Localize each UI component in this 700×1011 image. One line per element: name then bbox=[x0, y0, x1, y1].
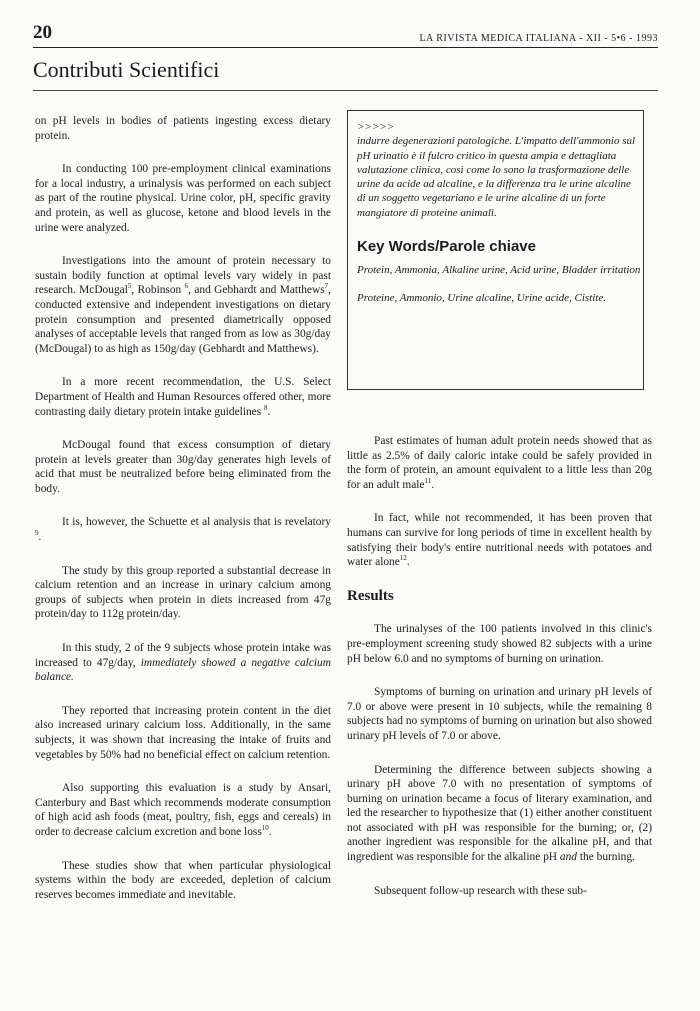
abstract-marker: >>>>> bbox=[357, 121, 395, 133]
keywords-heading: Key Words/Parole chiave bbox=[357, 238, 536, 256]
italic-text: and bbox=[559, 851, 577, 864]
keywords-italian: Proteine, Ammonio, Urine alcaline, Urine acide, Cistite. bbox=[357, 292, 606, 305]
results-heading: Results bbox=[347, 587, 394, 604]
text: , Robinson bbox=[131, 284, 182, 297]
paragraph: McDougal found that excess consumption of dietary protein at levels greater than 30g/day generates high levels of acid that must be neutralized before being eliminated from the body. bbox=[35, 439, 331, 495]
reference-mark: 7 bbox=[324, 282, 329, 291]
italian-abstract-text: indurre degenerazioni patologiche. L'impatto dell'ammonio sul pH urinatio è il fulcro critico in questa ampia e dettagliata valutazione clinica, così come lo sono la trasformazione delle urine da acide ad alcaline, e la differenza tra le urine alcaline di un soggetto vegetariano e le urine alcaline di un forte mangiatore di proteine animali. bbox=[357, 135, 636, 219]
paragraph bbox=[35, 641, 331, 685]
keywords-english: Protein, Ammonia, Alkaline urine, Acid urine, Bladder irritation bbox=[357, 264, 641, 277]
reference-mark: 8 bbox=[264, 403, 268, 412]
reference-mark: 11 bbox=[424, 476, 432, 485]
text: It is, however, the Schuette et al analysis that is revelatory bbox=[62, 516, 331, 529]
text: . bbox=[268, 825, 272, 838]
paragraph bbox=[347, 511, 652, 569]
paragraph: The urinalyses of the 100 patients involved in this clinic's pre-employment screening study showed 82 subjects with a urine pH below 6.0 and no symptoms of burning on urination. bbox=[347, 623, 652, 665]
text: Determining the difference between subjects showing a urinary pH above 7.0 with no presentation of symptoms of burning on urination became a focus of literary examination, and led the researcher to hypothesize that (1) either another constituent not associated with pH was responsible for the burning; or, (2) another ingredient was responsible for the alkaline pH, and that ingredient was responsible for the alkaline pH bbox=[347, 763, 652, 864]
text: In a more recent recommendation, the U.S. Select Department of Health and Human Resources offered other, more contrasting daily dietary protein intake guidelines bbox=[35, 376, 331, 418]
text: In fact, while not recommended, it has been proven that humans can survive for long periods of time in excellent health by satisfying their body's entire nutritional needs with potatoes and water alone bbox=[347, 512, 652, 569]
paragraph: Subsequent follow-up research with these sub- bbox=[374, 884, 587, 897]
text: In this study, 2 of the 9 subjects whose protein intake was increased to 47g/day, bbox=[35, 642, 331, 669]
reference-mark: 12 bbox=[399, 554, 407, 563]
section-rule bbox=[33, 90, 658, 91]
paragraph bbox=[35, 254, 331, 356]
text: . bbox=[406, 556, 410, 569]
text: , and Gebhardt and Matthews bbox=[188, 284, 325, 297]
paragraph: They reported that increasing protein content in the diet also increased urinary calcium loss. Additionally, in the same subjects, it was shown that increasing the intake of fruits and vegetables by 50% had no beneficial effect on calcium retention. bbox=[35, 704, 331, 761]
text: Investigations into the amount of protein necessary to sustain bodily function at optimal levels vary widely in past research. McDougal bbox=[35, 255, 331, 297]
italic-text: immediately showed a negative calcium balance. bbox=[35, 656, 331, 684]
reference-mark: 5 bbox=[127, 282, 132, 291]
paragraph bbox=[35, 781, 331, 839]
journal-running-head: LA RIVISTA MEDICA ITALIANA - XII - 5•6 - 1993 bbox=[419, 33, 658, 44]
paragraph bbox=[347, 763, 652, 865]
text: . bbox=[431, 478, 435, 491]
section-title: Contributi Scientifici bbox=[33, 57, 220, 82]
text: . bbox=[267, 405, 271, 418]
right-column bbox=[347, 434, 652, 917]
reference-mark: 9 bbox=[35, 529, 39, 538]
paragraph: Symptoms of burning on urination and urinary pH levels of 7.0 or above were present in 10 subjects, while the remaining 8 subjects had no symptoms of burning on urination but also showed urinary pH levels of 7.0 or above. bbox=[347, 686, 652, 742]
paragraph: The study by this group reported a substantial decrease in calcium retention and an increase in urinary calcium among groups of subjects when protein in diets increased from 47g protein/day to 112g protein/day. bbox=[35, 564, 331, 621]
paragraph bbox=[347, 434, 652, 492]
paragraph bbox=[35, 515, 331, 544]
text: the burning. bbox=[579, 851, 635, 864]
reference-mark: 10 bbox=[261, 824, 269, 833]
left-column bbox=[35, 114, 331, 921]
page-number: 20 bbox=[33, 22, 52, 43]
text: , conducted extensive and independent investigations on dietary protein consumption and presented diametrically opposed analyses of acceptable levels that ranged from as low as 30g/day (McDougal) to as high as 150g/day (Gebhardt and Matthews). bbox=[35, 284, 331, 355]
header-rule bbox=[33, 47, 658, 48]
reference-mark: 6 bbox=[184, 282, 189, 291]
paragraph: In conducting 100 pre-employment clinical examinations for a local industry, a urinalysis was performed on each subject as part of the routine physical. Urine color, pH, specific gravity and protein, as well as glucose, ketone and blood levels in the urine were analyzed. bbox=[35, 163, 331, 234]
abstract-box bbox=[347, 110, 644, 390]
text: Also supporting this evaluation is a study by Ansari, Canterbury and Bast which recommends moderate consumption of high acid ash foods (meat, poultry, fish, eggs and cereals) in order to decrease calcium excretion and bone loss bbox=[35, 782, 331, 838]
text: . bbox=[38, 531, 42, 544]
text: Past estimates of human adult protein needs showed that as little as 2.5% of daily caloric intake could be safely provided in the form of protein, an amount equivalent to a little less than 20g for an adult male bbox=[347, 435, 652, 491]
paragraph bbox=[35, 375, 331, 419]
paragraph: These studies show that when particular physiological systems within the body are exceeded, depletion of calcium reserves becomes immediate and inevitable. bbox=[35, 859, 331, 901]
paragraph: on pH levels in bodies of patients ingesting excess dietary protein. bbox=[35, 115, 331, 142]
